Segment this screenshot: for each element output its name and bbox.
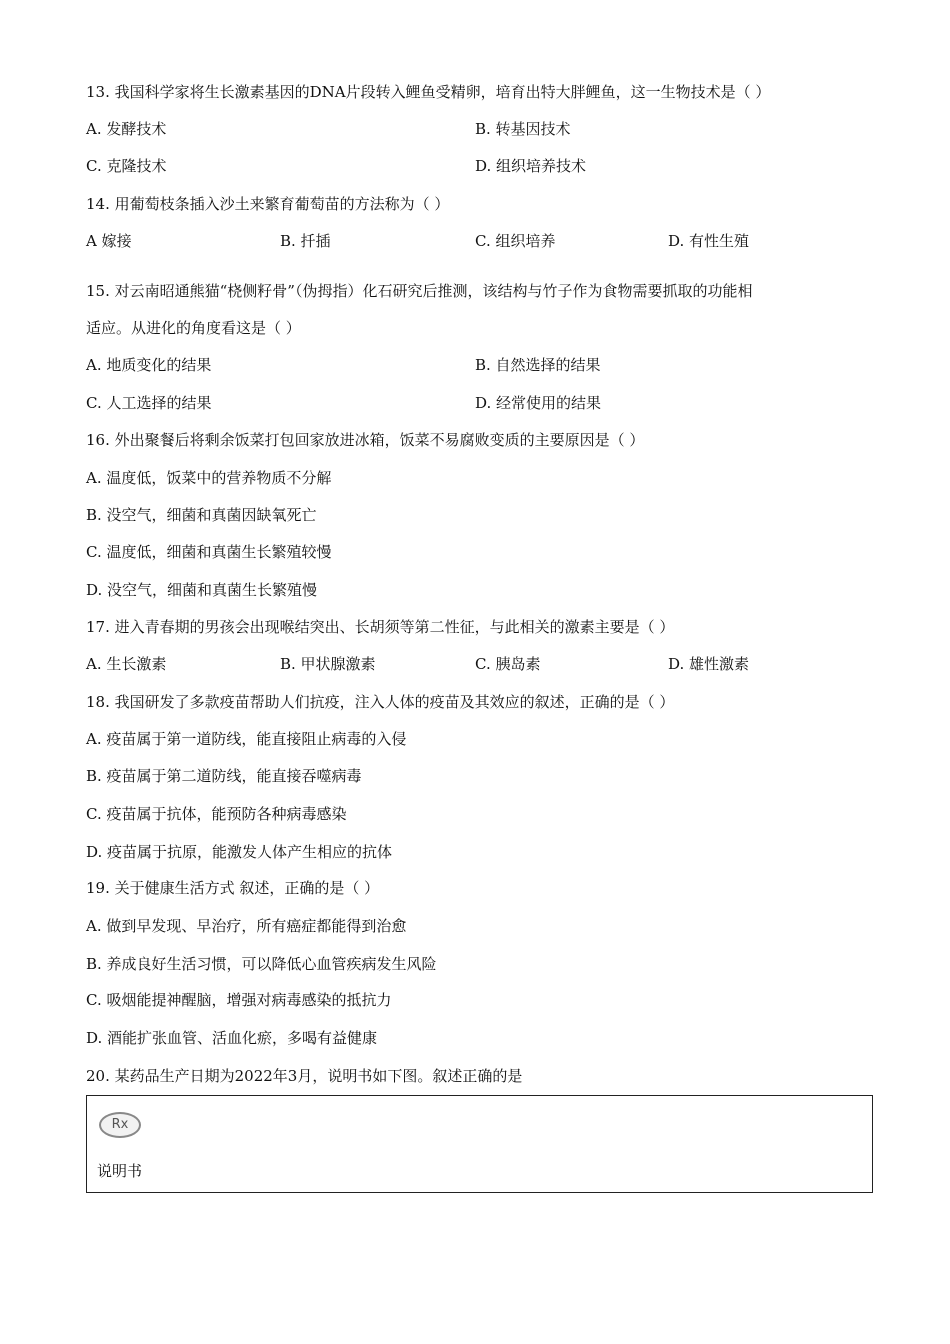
question-13-option-d[interactable]: D. 组织培养技术 [475, 157, 587, 175]
question-19-option-c[interactable]: C. 吸烟能提神醒脑，增强对病毒感染的抵抗力 [86, 991, 392, 1009]
question-18-option-a[interactable]: A. 疫苗属于第一道防线，能直接阻止病毒的入侵 [86, 730, 407, 748]
question-17-option-c[interactable]: C. 胰岛素 [475, 655, 541, 673]
question-17-option-b[interactable]: B. 甲状腺激素 [280, 655, 376, 673]
instructions-caption: 说明书 [97, 1162, 143, 1180]
question-15-option-a[interactable]: A. 地质变化的结果 [86, 356, 212, 374]
question-15-option-c[interactable]: C. 人工选择的结果 [86, 394, 212, 412]
question-14-option-c[interactable]: C. 组织培养 [475, 232, 556, 250]
question-20-stem: 20. 某药品生产日期为2022年3月，说明书如下图。叙述正确的是 [86, 1067, 523, 1085]
question-18-stem: 18. 我国研发了多款疫苗帮助人们抗疫，注入人体的疫苗及其效应的叙述，正确的是（ ） [86, 693, 675, 711]
question-13-option-b[interactable]: B. 转基因技术 [475, 120, 571, 138]
question-16-option-d[interactable]: D. 没空气，细菌和真菌生长繁殖慢 [86, 581, 318, 599]
question-13-stem: 13. 我国科学家将生长激素基因的DNA片段转入鲤鱼受精卵，培育出特大胖鲤鱼，这一生物技术是（ ） [86, 83, 771, 101]
question-18-option-d[interactable]: D. 疫苗属于抗原，能激发人体产生相应的抗体 [86, 843, 393, 861]
question-16-stem: 16. 外出聚餐后将剩余饭菜打包回家放进冰箱，饭菜不易腐败变质的主要原因是（ ） [86, 431, 645, 449]
question-19-option-d[interactable]: D. 酒能扩张血管、活血化瘀，多喝有益健康 [86, 1029, 378, 1047]
question-17-stem: 17. 进入青春期的男孩会出现喉结突出、长胡须等第二性征，与此相关的激素主要是（ ） [86, 618, 675, 636]
rx-prescription-icon: Rx [99, 1112, 141, 1138]
question-13-option-c[interactable]: C. 克隆技术 [86, 157, 167, 175]
question-18-option-c[interactable]: C. 疫苗属于抗体，能预防各种病毒感染 [86, 805, 347, 823]
question-14-stem: 14. 用葡萄枝条插入沙土来繁育葡萄苗的方法称为（ ） [86, 195, 450, 213]
question-14-option-d[interactable]: D. 有性生殖 [668, 232, 750, 250]
question-16-option-b[interactable]: B. 没空气，细菌和真菌因缺氧死亡 [86, 506, 317, 524]
question-17-option-d[interactable]: D. 雄性激素 [668, 655, 750, 673]
question-18-option-b[interactable]: B. 疫苗属于第二道防线，能直接吞噬病毒 [86, 767, 362, 785]
question-19-stem: 19. 关于健康生活方式 叙述，正确的是（ ） [86, 879, 380, 897]
medicine-instructions-box [86, 1095, 873, 1193]
question-14-option-a[interactable]: A 嫁接 [86, 232, 132, 250]
question-14-option-b[interactable]: B. 扦插 [280, 232, 331, 250]
question-15-option-d[interactable]: D. 经常使用的结果 [475, 394, 602, 412]
question-15-option-b[interactable]: B. 自然选择的结果 [475, 356, 601, 374]
question-15-stem-line1: 15. 对云南昭通熊猫“桡侧籽骨”（伪拇指）化石研究后推测，该结构与竹子作为食物需要抓取的功能相 [86, 282, 753, 300]
question-19-option-b[interactable]: B. 养成良好生活习惯，可以降低心血管疾病发生风险 [86, 955, 437, 973]
question-16-option-a[interactable]: A. 温度低，饭菜中的营养物质不分解 [86, 469, 332, 487]
question-13-option-a[interactable]: A. 发酵技术 [86, 120, 167, 138]
question-15-stem-line2: 适应。从进化的角度看这是（ ） [86, 319, 301, 337]
question-19-option-a[interactable]: A. 做到早发现、早治疗，所有癌症都能得到治愈 [86, 917, 407, 935]
question-17-option-a[interactable]: A. 生长激素 [86, 655, 167, 673]
question-16-option-c[interactable]: C. 温度低，细菌和真菌生长繁殖较慢 [86, 543, 332, 561]
